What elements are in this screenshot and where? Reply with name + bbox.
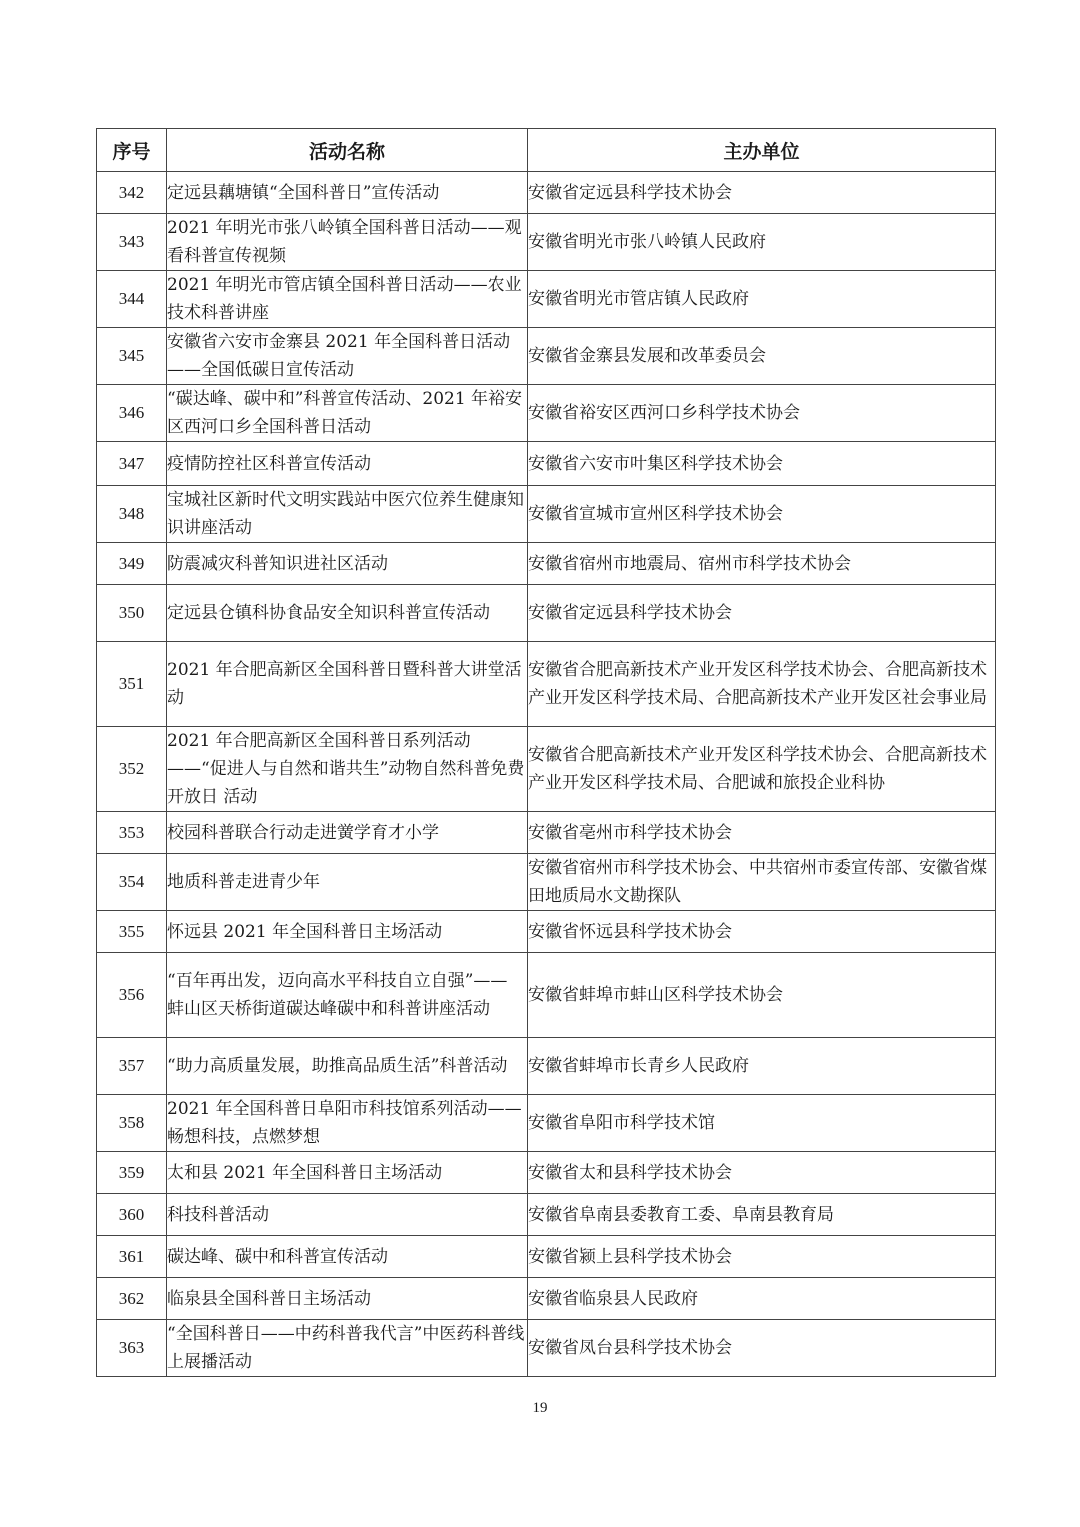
table-row [97,214,996,271]
activity-name-cell: 定远县藕塘镇“全国科普日”宣传活动 [167,172,528,214]
serial-number-cell: 349 [97,543,167,585]
activity-name-cell: 地质科普走进青少年 [167,854,528,911]
organizer-cell: 安徽省阜南县委教育工委、阜南县教育局 [528,1194,996,1236]
header-organizer: 主办单位 [528,129,996,172]
table-row [97,911,996,953]
serial-number-cell: 353 [97,812,167,854]
table-body [97,172,996,1377]
table-header-row [97,129,996,172]
serial-number-cell: 359 [97,1152,167,1194]
table-row [97,812,996,854]
header-serial-number: 序号 [97,129,167,172]
serial-number-cell: 354 [97,854,167,911]
table-row [97,1194,996,1236]
serial-number-cell: 350 [97,585,167,642]
serial-number-cell: 363 [97,1320,167,1377]
serial-number-cell: 360 [97,1194,167,1236]
activity-name-cell: 防震减灾科普知识进社区活动 [167,543,528,585]
table-row [97,585,996,642]
page-number: 19 [532,1400,548,1416]
table-row [97,642,996,727]
organizer-cell: 安徽省定远县科学技术协会 [528,172,996,214]
activity-name-cell: 校园科普联合行动走进黉学育才小学 [167,812,528,854]
activity-name-cell: 2021 年合肥高新区全国科普日暨科普大讲堂活动 [167,642,528,727]
activity-name-cell: 临泉县全国科普日主场活动 [167,1278,528,1320]
serial-number-cell: 357 [97,1038,167,1095]
activity-name-cell: “碳达峰、碳中和”科普宣传活动、2021 年裕安区西河口乡全国科普日活动 [167,385,528,442]
table-row [97,486,996,543]
organizer-cell: 安徽省明光市管店镇人民政府 [528,271,996,328]
activity-name-cell: “百年再出发，迈向高水平科技自立自强”—— 蚌山区天桥街道碳达峰碳中和科普讲座活动 [167,953,528,1038]
organizer-cell: 安徽省怀远县科学技术协会 [528,911,996,953]
table-row [97,854,996,911]
serial-number-cell: 348 [97,486,167,543]
table-row [97,953,996,1038]
serial-number-cell: 342 [97,172,167,214]
table-row [97,1152,996,1194]
serial-number-cell: 347 [97,442,167,486]
table-row [97,1278,996,1320]
organizer-cell: 安徽省合肥高新技术产业开发区科学技术协会、合肥高新技术产业开发区科学技术局、合肥诚和旅投企业科协 [528,727,996,812]
table-row [97,172,996,214]
organizer-cell: 安徽省亳州市科学技术协会 [528,812,996,854]
table-row [97,271,996,328]
organizer-cell: 安徽省明光市张八岭镇人民政府 [528,214,996,271]
activity-name-cell: 科技科普活动 [167,1194,528,1236]
organizer-cell: 安徽省阜阳市科学技术馆 [528,1095,996,1152]
serial-number-cell: 351 [97,642,167,727]
serial-number-cell: 355 [97,911,167,953]
activity-name-cell: “全国科普日——中药科普我代言”中医药科普线上展播活动 [167,1320,528,1377]
activity-name-cell: 太和县 2021 年全国科普日主场活动 [167,1152,528,1194]
table-row [97,1236,996,1278]
organizer-cell: 安徽省裕安区西河口乡科学技术协会 [528,385,996,442]
serial-number-cell: 343 [97,214,167,271]
serial-number-cell: 346 [97,385,167,442]
activity-name-cell: 2021 年合肥高新区全国科普日系列活动——“促进人与自然和谐共生”动物自然科普免费开放日 活动 [167,727,528,812]
activity-name-cell: 宝城社区新时代文明实践站中医穴位养生健康知识讲座活动 [167,486,528,543]
organizer-cell: 安徽省六安市叶集区科学技术协会 [528,442,996,486]
activity-name-cell: 怀远县 2021 年全国科普日主场活动 [167,911,528,953]
organizer-cell: 安徽省凤台县科学技术协会 [528,1320,996,1377]
organizer-cell: 安徽省宿州市科学技术协会、中共宿州市委宣传部、安徽省煤田地质局水文勘探队 [528,854,996,911]
table-row [97,1038,996,1095]
organizer-cell: 安徽省金寨县发展和改革委员会 [528,328,996,385]
table-row [97,543,996,585]
organizer-cell: 安徽省临泉县人民政府 [528,1278,996,1320]
table-row [97,1320,996,1377]
activity-name-cell: “助力高质量发展，助推高品质生活”科普活动 [167,1038,528,1095]
organizer-cell: 安徽省合肥高新技术产业开发区科学技术协会、合肥高新技术产业开发区科学技术局、合肥高新技术产业开发区社会事业局 [528,642,996,727]
serial-number-cell: 352 [97,727,167,812]
organizer-cell: 安徽省蚌埠市蚌山区科学技术协会 [528,953,996,1038]
serial-number-cell: 345 [97,328,167,385]
header-activity-name: 活动名称 [167,129,528,172]
table-row [97,727,996,812]
table-row [97,328,996,385]
organizer-cell: 安徽省颍上县科学技术协会 [528,1236,996,1278]
organizer-cell: 安徽省宣城市宣州区科学技术协会 [528,486,996,543]
table-row [97,1095,996,1152]
serial-number-cell: 362 [97,1278,167,1320]
activity-name-cell: 2021 年明光市张八岭镇全国科普日活动——观看科普宣传视频 [167,214,528,271]
activity-name-cell: 碳达峰、碳中和科普宣传活动 [167,1236,528,1278]
serial-number-cell: 361 [97,1236,167,1278]
organizer-cell: 安徽省宿州市地震局、宿州市科学技术协会 [528,543,996,585]
activity-table [96,128,996,1377]
activity-name-cell: 2021 年全国科普日阜阳市科技馆系列活动——畅想科技，点燃梦想 [167,1095,528,1152]
serial-number-cell: 356 [97,953,167,1038]
table-row [97,442,996,486]
serial-number-cell: 358 [97,1095,167,1152]
serial-number-cell: 344 [97,271,167,328]
organizer-cell: 安徽省定远县科学技术协会 [528,585,996,642]
activity-name-cell: 2021 年明光市管店镇全国科普日活动——农业技术科普讲座 [167,271,528,328]
activity-name-cell: 疫情防控社区科普宣传活动 [167,442,528,486]
organizer-cell: 安徽省太和县科学技术协会 [528,1152,996,1194]
activity-name-cell: 定远县仓镇科协食品安全知识科普宣传活动 [167,585,528,642]
activity-name-cell: 安徽省六安市金寨县 2021 年全国科普日活动——全国低碳日宣传活动 [167,328,528,385]
table-row [97,385,996,442]
organizer-cell: 安徽省蚌埠市长青乡人民政府 [528,1038,996,1095]
